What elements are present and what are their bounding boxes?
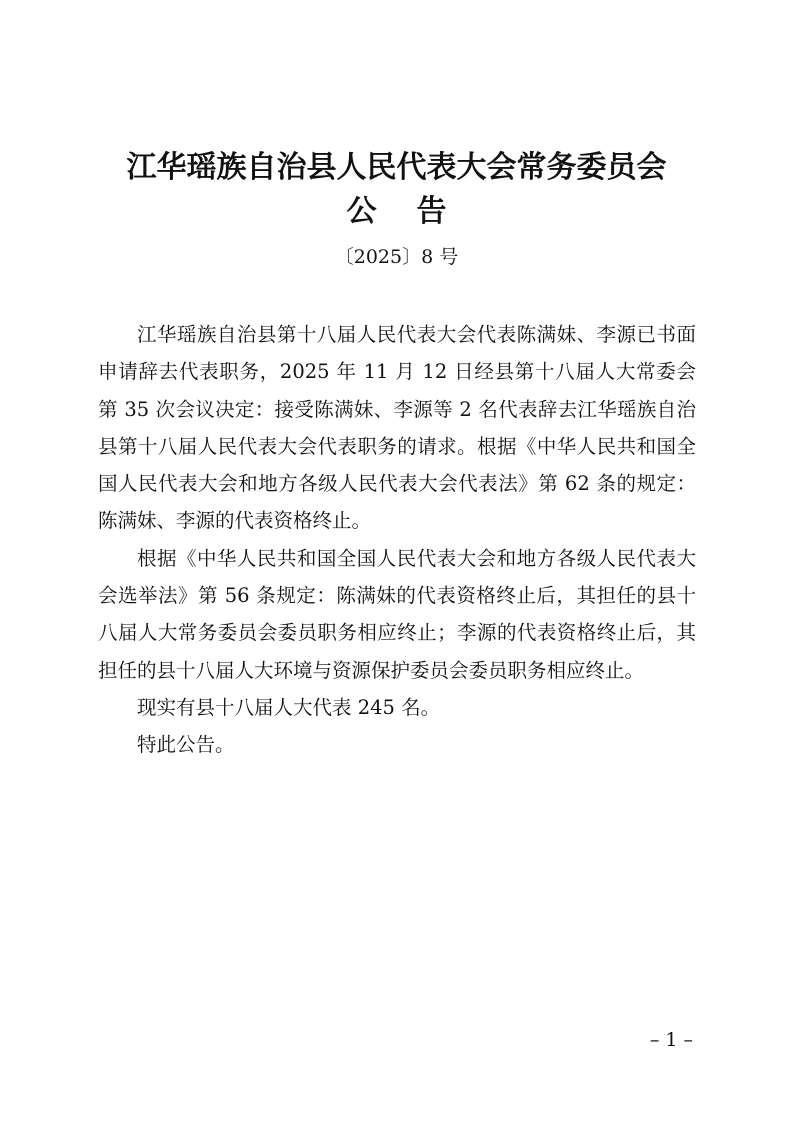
document-subtitle: 公告 [346,194,487,229]
page-number: – 1 – [649,1029,693,1051]
paragraph: 特此公告。 [137,733,235,757]
document-body [98,316,696,764]
document-title: 江华瑶族自治县人民代表大会常务委员会 [126,150,667,185]
paragraph: 江华瑶族自治县第十八届人民代表大会代表陈满妹、李源已书面申请辞去代表职务，2025 年 11 月 12 日经县第十八届人大常委会第 35 次会议决定：接受陈满妹、李源等 2 名代表辞去江华瑶族自治县第十八届人民代表大会代表职务的请求。根据《中华人民共和国全国人民代表大会和地方各级人民代表大会代表法》第 62 条的规定：陈满妹、李源的代表资格终止。 [98,323,696,533]
document-number: 〔2025〕8 号 [334,246,459,268]
paragraph: 根据《中华人民共和国全国人民代表大会和地方各级人民代表大会选举法》第 56 条规定：陈满妹的代表资格终止后，其担任的县十八届人大常务委员会委员职务相应终止；李源的代表资格终止后，其担任的县十八届人大环境与资源保护委员会委员职务相应终止。 [98,546,696,682]
paragraph: 现实有县十八届人大代表 245 名。 [137,695,441,719]
